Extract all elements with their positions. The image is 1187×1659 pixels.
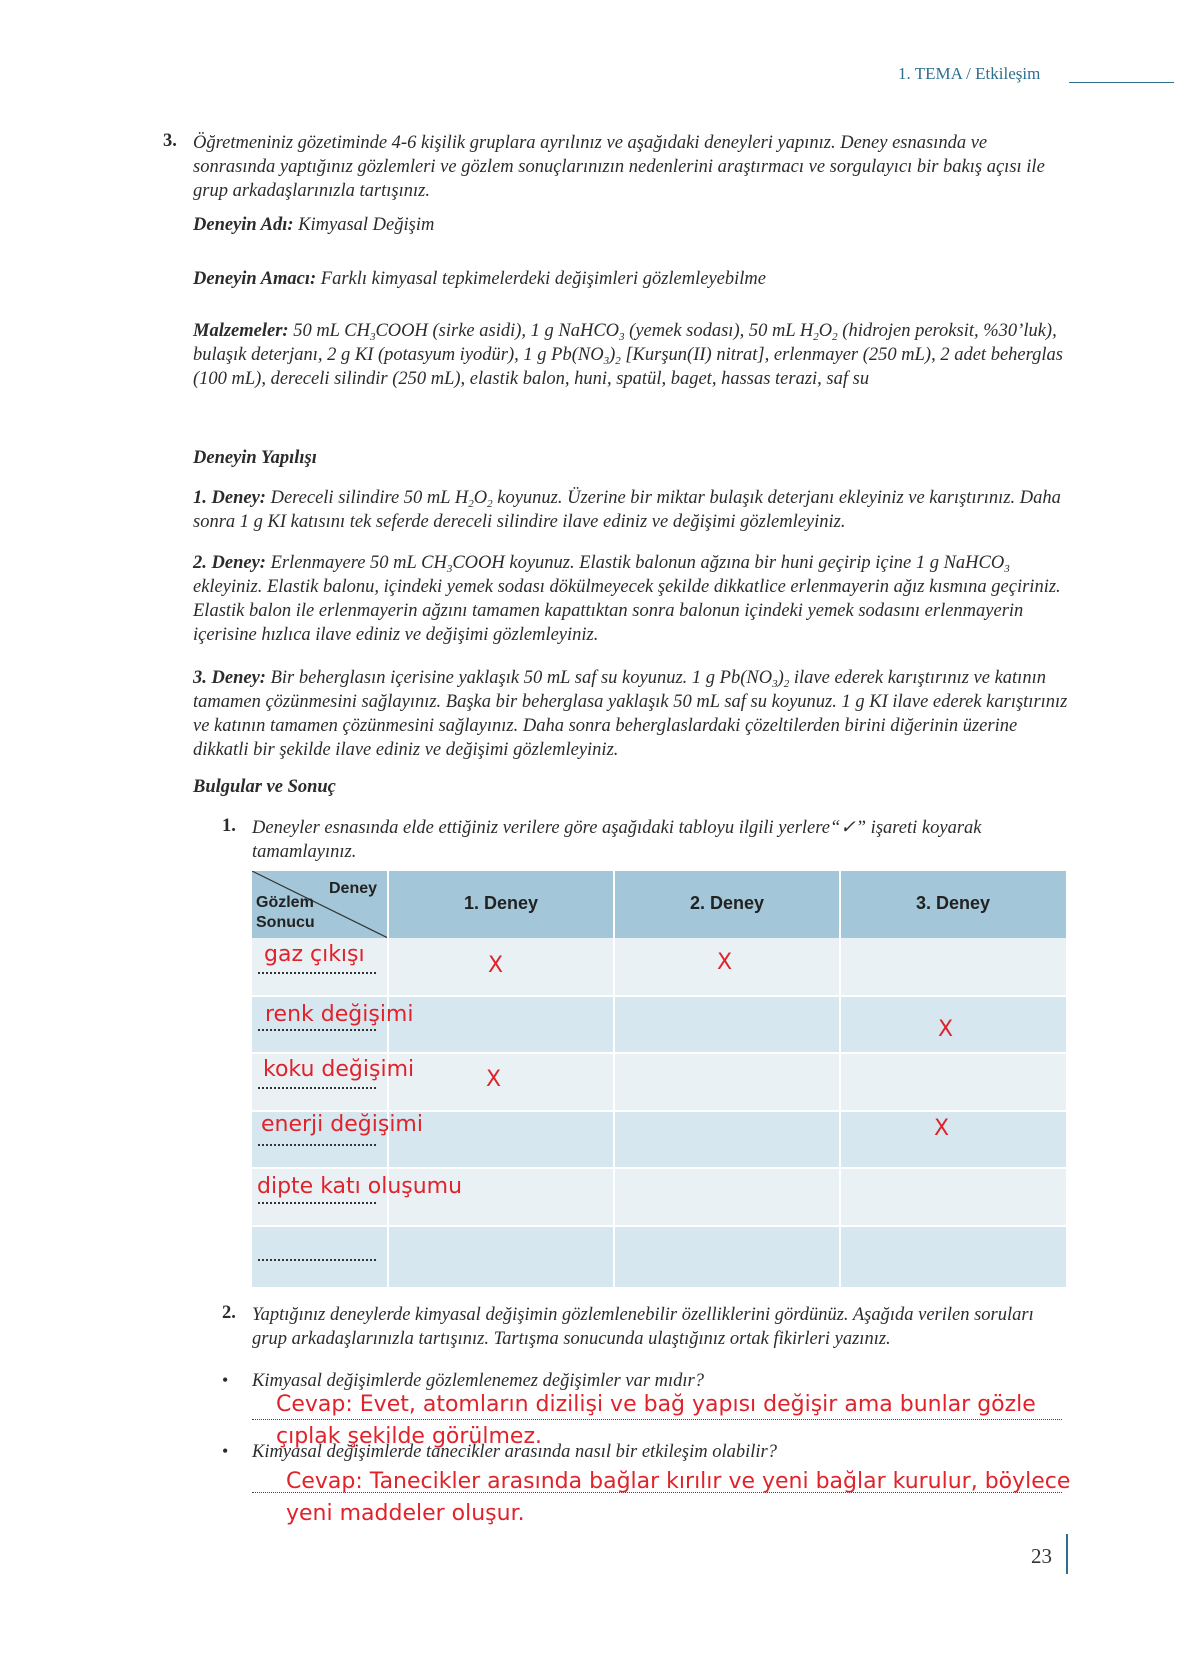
mark-row3-deney1: X [486,1067,502,1092]
header-deney-2: 2. Deney [689,893,765,913]
row-divider [252,995,1066,997]
table-row [252,938,1066,995]
table-row [252,1226,1066,1287]
question-number: 3. [163,131,177,151]
mark-row1-deney2: X [717,950,733,975]
experiment-3-label: 3. Deney: [193,668,266,688]
corner-sonucu-label: Sonucu [256,914,315,931]
answer-dotted-line [258,1202,376,1204]
results-q2-number: 2. [222,1303,236,1323]
row-label-gaz: gaz çıkışı [264,942,365,967]
row-label-koku: koku değişimi [263,1057,415,1082]
answer-dotted-line [258,1029,376,1031]
answer-dotted-line [258,1144,376,1146]
results-q1-number: 1. [222,816,236,836]
answer-dotted-line [258,1259,376,1261]
experiment-name-value: Kimyasal Değişim [298,215,435,235]
row-label-renk: renk değişimi [265,1002,414,1027]
results-title: Bulgular ve Sonuç [193,777,336,797]
experiment-1: 1. Deney: Dereceli silindire 50 mL $H_2O_2$ koyunuz. Üzerine bir miktar bulaşık deterjanı ekleyiniz ve karıştırınız. Daha sonra 1 g KI katısını tek seferde dereceli silindire ilave ediniz ve değişimi gözlemleyiniz. [193,488,1061,532]
experiment-name-label: Deneyin Adı: [193,215,294,235]
experiment-3: 3. Deney: Bir beherglasın içerisine yaklaşık 50 mL saf su koyunuz. 1 g $Pb(NO_3)_2$ ilave ederek karıştırınız ve katının tamamen çözünmesini sağlayınız. Başka bir beherglasa yaklaşık 50 mL saf su koyunuz. 1 g KI ilave ederek karıştırınız ve katının tamamen çözünmesini sağlayınız. Daha sonra beherglaslardaki çözeltilerden birini diğerinin üzerine dikkatli bir şekilde ilave ediniz ve değişimi gözlemleyiniz. [193,668,1068,760]
answer-1: Cevap: Evet, atomların dizilişi ve bağ yapısı değişir ama bunlar gözle çıplak şekilde görülmez. [276,1392,1036,1449]
bullet-1-text: Kimyasal değişimlerde gözlemlenemez değişimler var mıdır? [252,1371,704,1391]
experiment-2: 2. Deney: Erlenmayere 50 mL $CH_3COOH$ koyunuz. Elastik balonun ağzına bir huni geçirip içine 1 g NaHCO$_3$ ekleyiniz. Elastik balonu, içindeki yemek sodası dökülmeyecek şekilde dikkatlice erlenmayerin ağız kısmına geçiriniz. Elastik balon ile erlenmayerin ağzını tamamen kapattıktan sonra balonun içindeki yemek sodasını erlenmayerin içerisine hızlıca ilave ediniz ve değişimi gözlemleyiniz. [193,553,1061,645]
bullet-dot-2: • [222,1441,229,1461]
mark-row4-deney3: X [934,1116,950,1141]
results-q2-text: Yaptığınız deneylerde kimyasal değişimin gözlemlenebilir özelliklerini gördünüz. Aşağıda verilen soruları grup arkadaşlarınızla tartışınız. Tartışma sonucunda ulaştığınız ortak fikirleri yazınız. [252,1305,1034,1349]
answer-2: Cevap: Tanecikler arasında bağlar kırılır ve yeni bağlar kurulur, böylece yeni maddeler oluşur. [286,1469,1071,1526]
row-label-dipte: dipte katı oluşumu [257,1174,463,1199]
experiment-aim-label: Deneyin Amacı: [193,269,317,289]
row-label-enerji: enerji değişimi [261,1112,423,1137]
answer-dotted-line [258,1087,376,1089]
bullet-dot-1: • [222,1370,229,1390]
procedure-title: Deneyin Yapılışı [193,448,317,468]
bullet-2-text: Kimyasal değişimlerde tanecikler arasında nasıl bir etkileşim olabilir? [252,1442,777,1462]
header-deney-3: 3. Deney [915,893,991,913]
page-number-bar [1066,1534,1068,1574]
header-theme: 1. TEMA / Etkileşim [898,64,1041,83]
row-divider [252,1052,1066,1054]
page-number: 23 [1031,1544,1052,1568]
materials-paragraph: Malzemeler: 50 mL $CH_3COOH$ (sirke asidi), 1 g NaHCO$_3$ (yemek sodası), 50 mL $H_2O_2$ (hidrojen peroksit, %30’luk), bulaşık deterjanı, 2 g KI (potasyum iyodür), 1 g $Pb(NO_3)_2$ [Kurşun(II) nitrat], erlenmayer (250 mL), 2 adet beherglas (100 mL), dereceli silindir (250 mL), elastik balon, huni, spatül, baget, hassas terazi, saf su [193,321,1063,389]
experiment-name [193,213,434,237]
experiment-1-label: 1. Deney: [193,488,266,508]
table-corner-cell [252,871,388,938]
answer-dotted-line [258,972,376,974]
experiment-aim-value: Farklı kimyasal tepkimelerdeki değişimleri gözlemleyebilme [320,269,766,289]
header-rule [1069,82,1174,83]
corner-gozlem-label: Gözlem [256,894,314,911]
results-q1-text: Deneyler esnasında elde ettiğiniz verilere göre aşağıdaki tabloyu ilgili yerlere“✓” işareti koyarak tamamlayınız. [252,818,982,862]
row-divider [252,1225,1066,1227]
row-divider [252,1167,1066,1169]
corner-deney-label: Deney [329,880,378,897]
observation-table [252,871,1066,1287]
mark-row1-deney1: X [488,953,504,978]
header-deney-1: 1. Deney [463,893,539,913]
experiment-2-label: 2. Deney: [193,553,266,573]
question-intro: Öğretmeniniz gözetiminde 4-6 kişilik gruplara ayrılınız ve aşağıdaki deneyleri yapınız. Deney esnasında ve sonrasında yaptığınız gözlemleri ve gözlem sonuçlarınızın nedenlerini araştırmacı ve sorgulayıcı bir bakış açısı ile grup arkadaşlarınızla tartışınız. [193,133,1045,201]
experiment-aim [193,267,766,291]
mark-row2-deney3: X [938,1017,954,1042]
column-divider [613,871,615,1287]
materials-label: Malzemeler: [193,321,289,341]
column-divider [839,871,841,1287]
